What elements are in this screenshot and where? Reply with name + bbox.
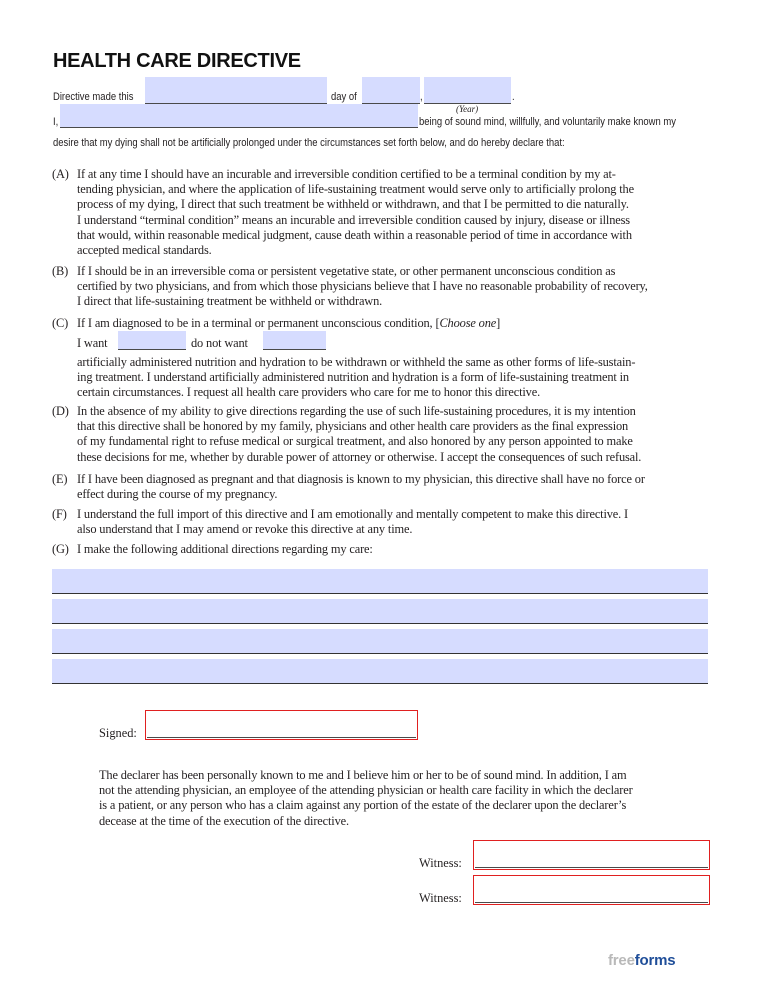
additional-direction-field-3[interactable] bbox=[52, 629, 708, 654]
clause-line: If at any time I should have an incurable and irreversible condition certified to be a terminal condition by my at- bbox=[77, 167, 616, 181]
clause-label: (B) bbox=[52, 264, 69, 278]
directive-made-label: Directive made this bbox=[53, 91, 134, 103]
clause-line: of my fundamental right to refuse medical or surgical treatment, and also honored by any person appointed to make bbox=[77, 434, 633, 449]
clause-line: accepted medical standards. bbox=[77, 243, 212, 258]
statement-line: is a patient, or any person who has a claim against any portion of the estate of the declarer upon the declarer’s bbox=[99, 798, 627, 813]
clause-line: that this directive shall be honored by my family, physicians and other health care providers as the final expression bbox=[77, 419, 629, 434]
clause-a bbox=[52, 167, 712, 258]
witness-1-label: Witness: bbox=[419, 856, 462, 870]
clause-c-intro-text: If I am diagnosed to be in a terminal or permanent unconscious condition, [ bbox=[77, 316, 440, 330]
clause-label: (C) bbox=[52, 316, 69, 330]
desire-text: desire that my dying shall not be artificially prolonged under the circumstances set forth below, and do hereby declare that: bbox=[53, 137, 565, 149]
witness-1-field[interactable] bbox=[473, 840, 710, 870]
witness-2-field[interactable] bbox=[473, 875, 710, 905]
statement-line: not the attending physician, an employee of the attending physician or health care facility in which the declarer bbox=[99, 783, 633, 798]
clause-line: I understand “terminal condition” means an incurable and irreversible condition caused by injury, disease or illness bbox=[77, 212, 630, 227]
additional-direction-field-4[interactable] bbox=[52, 659, 708, 684]
clause-c-body bbox=[52, 355, 712, 401]
directive-made-field[interactable] bbox=[145, 77, 327, 104]
clause-c bbox=[52, 316, 712, 331]
clause-line: effect during the course of my pregnancy. bbox=[77, 487, 278, 502]
additional-direction-field-2[interactable] bbox=[52, 599, 708, 624]
bracket-close: ] bbox=[496, 316, 501, 330]
freeforms-logo bbox=[608, 952, 675, 969]
i-label: I, bbox=[53, 116, 59, 128]
clause-g bbox=[52, 542, 712, 557]
witness-statement bbox=[99, 768, 719, 829]
do-not-want-label: do not want bbox=[191, 336, 248, 350]
clause-line: I understand the full import of this directive and I am emotionally and mentally competent to make this directive. I bbox=[77, 507, 629, 521]
signature-field[interactable] bbox=[145, 710, 418, 740]
clause-e bbox=[52, 472, 712, 502]
i-want-label: I want bbox=[77, 336, 108, 350]
clause-line: If I should be in an irreversible coma or persistent vegetative state, or other permanent unconscious condition as bbox=[77, 264, 616, 278]
clause-line: artificially administered nutrition and hydration to be withdrawn or withheld the same as other forms of life-sustain- bbox=[77, 355, 636, 369]
being-text: being of sound mind, willfully, and voluntarily make known my bbox=[419, 116, 676, 128]
month-field[interactable] bbox=[362, 77, 420, 104]
choose-one-text: Choose one bbox=[439, 316, 497, 330]
clause-line: process of my dying, I direct that such treatment be withheld or withdrawn, and that I be permitted to die naturally. bbox=[77, 197, 629, 212]
witness-2-label: Witness: bbox=[419, 891, 462, 905]
clause-line: I make the following additional directions regarding my care: bbox=[77, 542, 373, 556]
clause-label: (E) bbox=[52, 472, 68, 486]
clause-b bbox=[52, 264, 712, 310]
additional-direction-field-1[interactable] bbox=[52, 569, 708, 594]
i-want-field[interactable] bbox=[118, 331, 186, 350]
clause-label: (A) bbox=[52, 167, 69, 181]
clause-line: If I have been diagnosed as pregnant and that diagnosis is known to my physician, this directive shall have no force or bbox=[77, 472, 645, 486]
clause-line: ing treatment. I understand artificially administered nutrition and hydration is a form of life-sustaining treatment in bbox=[77, 370, 629, 385]
declarant-name-field[interactable] bbox=[60, 104, 418, 128]
clause-label: (F) bbox=[52, 507, 67, 521]
statement-line: The declarer has been personally known to me and I believe him or her to be of sound mind. In addition, I am bbox=[99, 768, 627, 782]
period: . bbox=[512, 91, 515, 103]
statement-line: decease at the time of the execution of the directive. bbox=[99, 813, 349, 828]
clause-line: tending physician, and where the application of life-sustaining treatment would serve only to artificially prolong the bbox=[77, 182, 634, 197]
brand-forms: forms bbox=[634, 952, 676, 969]
clause-line: also understand that I may amend or revoke this directive at any time. bbox=[77, 522, 413, 537]
brand-free: free bbox=[608, 952, 635, 969]
year-caption: (Year) bbox=[456, 104, 479, 114]
comma: , bbox=[420, 91, 423, 103]
day-of-label: day of bbox=[331, 91, 357, 103]
clause-line: these decisions for me, whether by durable power of attorney or otherwise. I accept the consequences of such refusal. bbox=[77, 449, 642, 464]
clause-label: (D) bbox=[52, 404, 69, 418]
clause-label: (G) bbox=[52, 542, 69, 556]
clause-line: certain circumstances. I request all health care providers who care for me to honor this directive. bbox=[77, 385, 541, 400]
do-not-want-field[interactable] bbox=[263, 331, 326, 350]
clause-line: In the absence of my ability to give directions regarding the use of such life-sustaining procedures, it is my intention bbox=[77, 404, 636, 418]
clause-f bbox=[52, 507, 712, 537]
signed-label: Signed: bbox=[99, 726, 137, 740]
clause-line: certified by two physicians, and from which those physicians believe that I have no reasonable probability of recovery, bbox=[77, 279, 648, 294]
page-title: HEALTH CARE DIRECTIVE bbox=[53, 50, 301, 72]
clause-c-intro bbox=[77, 316, 712, 331]
clause-line: I direct that life-sustaining treatment be withheld or withdrawn. bbox=[77, 294, 383, 309]
clause-line: that would, within reasonable medical judgment, cause death within a reasonable period of time in accordance with bbox=[77, 227, 632, 242]
clause-d bbox=[52, 404, 712, 465]
year-field[interactable] bbox=[424, 77, 511, 104]
